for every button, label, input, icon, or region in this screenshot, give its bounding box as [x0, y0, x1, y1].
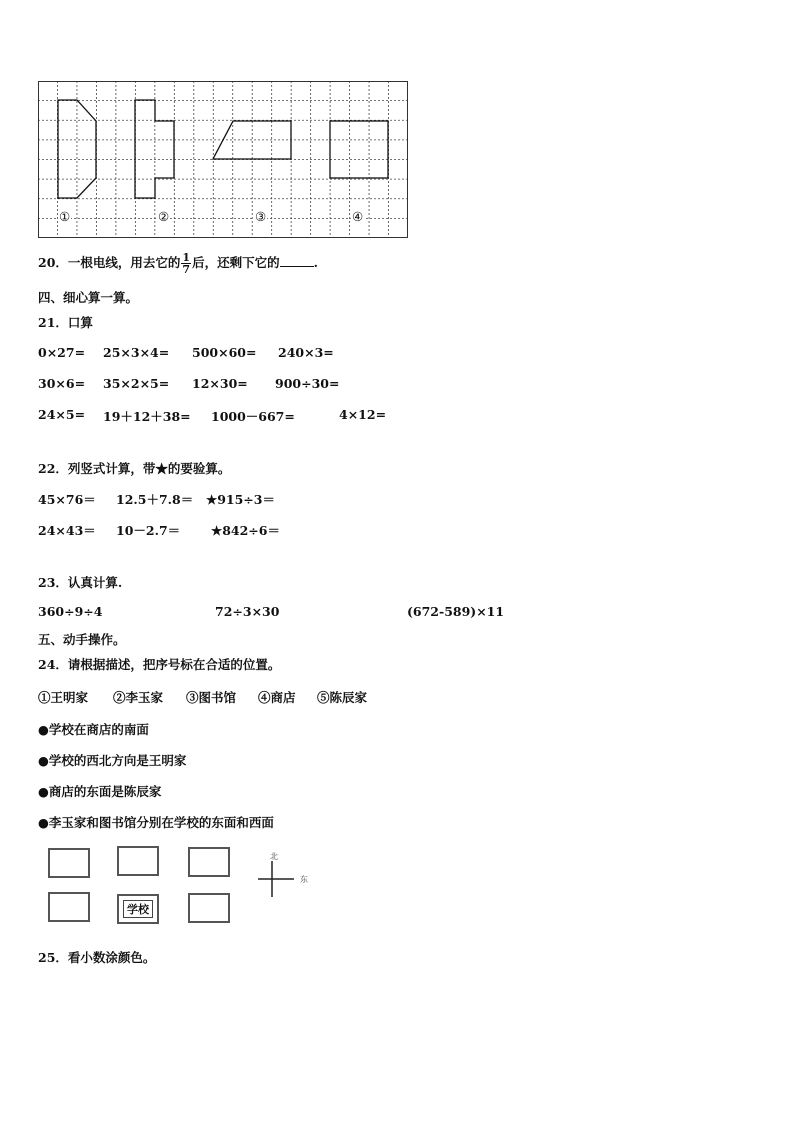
q24-title: 24．请根据描述，把序号标在合适的位置。 — [38, 657, 281, 672]
compass-east-label: 东 — [300, 875, 308, 884]
map-box-top-left[interactable] — [48, 848, 90, 878]
q21-title: 21．口算 — [38, 315, 93, 330]
legend-item-2: ②李玉家 — [113, 690, 164, 705]
section-5-heading: 五、动手操作。 — [38, 632, 126, 647]
clue-4: ●李玉家和图书馆分别在学校的东面和西面 — [38, 815, 274, 830]
map-box-bottom-right[interactable] — [188, 893, 230, 923]
q21-r2-c1: 30×6= — [38, 376, 86, 391]
school-label: 学校 — [123, 900, 153, 918]
q22-r2-c2: 10－2.7＝ — [116, 523, 181, 538]
q22-title: 22．列竖式计算，带★的要验算。 — [38, 461, 231, 476]
q21-r3-c2: 19＋12＋38= — [103, 409, 191, 424]
section-4-heading: 四、细心算一算。 — [38, 290, 139, 305]
q23-item-1: 360÷9÷4 — [38, 604, 103, 619]
q21-r2-c4: 900÷30= — [275, 376, 340, 391]
q21-r1-c3: 500×60= — [192, 345, 257, 360]
q20-suffix: 后，还剩下它的 — [192, 255, 280, 270]
legend-item-1: ①王明家 — [38, 690, 89, 705]
q22-r1-c2: 12.5＋7.8＝ — [116, 492, 194, 507]
q23-item-2: 72÷3×30 — [215, 604, 280, 619]
q22-r1-c3: ★915÷3＝ — [206, 492, 275, 507]
q21-r2-c3: 12×30= — [192, 376, 248, 391]
q22-r1-c1: 45×76＝ — [38, 492, 96, 507]
q21-r3-c3: 1000－667= — [211, 409, 295, 424]
compass-north-label: 北 — [270, 852, 278, 861]
q21-r3-c4: 4×12= — [339, 407, 387, 422]
compass — [256, 851, 312, 899]
legend-item-4: ④商店 — [258, 690, 296, 705]
school-box — [117, 894, 159, 924]
shape-label-1: ① — [59, 209, 71, 224]
legend-item-3: ③图书馆 — [186, 690, 237, 705]
clue-3: ●商店的东面是陈辰家 — [38, 784, 162, 799]
q21-r1-c2: 25×3×4= — [103, 345, 170, 360]
fraction-denominator: 7 — [182, 263, 191, 276]
grid-figure — [38, 81, 408, 238]
q20-prefix: 20．一根电线，用去它的 — [38, 255, 181, 270]
q25-title: 25．看小数涂颜色。 — [38, 950, 156, 965]
q23-item-3: (672-589)×11 — [407, 604, 505, 619]
fraction-numerator: 1 — [182, 251, 191, 264]
map-box-bottom-left[interactable] — [48, 892, 90, 922]
q21-r3-c1: 24×5= — [38, 407, 86, 422]
q21-r1-c4: 240×3= — [278, 345, 334, 360]
q21-r2-c2: 35×2×5= — [103, 376, 170, 391]
q22-r2-c3: ★842÷6＝ — [211, 523, 280, 538]
shape-label-4: ④ — [352, 209, 364, 224]
q20-end: . — [313, 255, 318, 270]
map-box-top-middle[interactable] — [117, 846, 159, 876]
fraction — [181, 252, 191, 275]
answer-blank[interactable] — [280, 254, 314, 267]
legend-item-5: ⑤陈辰家 — [317, 690, 368, 705]
q23-title: 23．认真计算. — [38, 575, 123, 590]
question-20 — [38, 252, 318, 275]
q21-r1-c1: 0×27= — [38, 345, 86, 360]
q22-r2-c1: 24×43＝ — [38, 523, 96, 538]
shape-4 — [330, 121, 388, 178]
clue-1: ●学校在商店的南面 — [38, 722, 149, 737]
map-box-top-right[interactable] — [188, 847, 230, 877]
shape-label-3: ③ — [255, 209, 267, 224]
shape-label-2: ② — [158, 209, 170, 224]
clue-2: ●学校的西北方向是王明家 — [38, 753, 187, 768]
